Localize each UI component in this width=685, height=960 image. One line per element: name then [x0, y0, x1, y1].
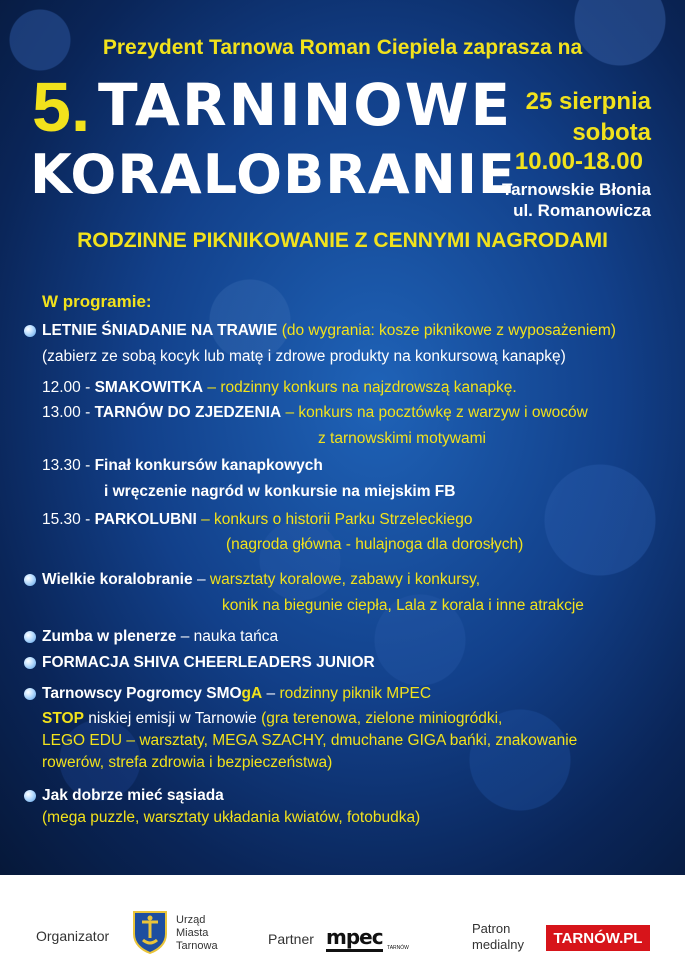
event-title-line2: KORALOBRANIE: [30, 143, 516, 206]
event-address: ul. Romanowicza: [513, 201, 651, 220]
schedule-desc-line2: (nagroda główna - hulajnoga dla dorosłych): [226, 536, 524, 553]
schedule-time: 12.00 -: [42, 379, 91, 396]
schedule-title-line2: i wręczenie nagród w konkursie na miejskim FB: [104, 483, 456, 500]
mpec-logo-text: mpec: [326, 925, 383, 952]
organizer-name: Urząd Miasta Tarnowa: [176, 914, 218, 952]
schedule-row: [42, 456, 323, 476]
bullet-icon: [24, 325, 36, 337]
zumba-title: Zumba w plenerze: [42, 628, 177, 645]
schedule-title: SMAKOWITKA: [94, 379, 204, 396]
schedule-title: Finał konkursów kanapkowych: [94, 457, 323, 474]
zumba-desc: – nauka tańca: [180, 628, 279, 645]
smog-line2: [42, 709, 502, 729]
program-item-neighbor: [42, 786, 224, 806]
program-heading: W programie:: [42, 292, 152, 311]
neighbor-desc: [42, 808, 420, 828]
tarnow-pl-logo: TARNÓW.PL: [546, 925, 650, 951]
schedule-row: [42, 378, 517, 398]
partner-label: Partner: [268, 931, 314, 947]
smog-line2-desc: (gra terenowa, zielone miniogródki,: [261, 710, 503, 727]
tagline: RODZINNE PIKNIKOWANIE Z CENNYMI NAGRODAMI: [77, 229, 608, 252]
event-hours: 10.00-18.00: [514, 148, 643, 175]
dash: –: [266, 685, 276, 702]
breakfast-prize: (do wygrania: kosze piknikowe z wyposażeniem): [281, 322, 616, 339]
smog-desc: rodzinny piknik MPEC: [279, 685, 432, 702]
invitation-text: Prezydent Tarnowa Roman Ciepiela zaprasza na: [102, 36, 583, 59]
smog-stop-rest: niskiej emisji w Tarnowie: [88, 710, 257, 727]
bullet-icon: [24, 657, 36, 669]
event-date: 25 sierpnia: [525, 88, 651, 115]
program-item-zumba: [42, 627, 278, 647]
schedule-desc: – konkurs na pocztówkę z warzyw i owoców: [285, 404, 588, 421]
schedule-time: 13.00 -: [42, 404, 91, 421]
neighbor-title: Jak dobrze mieć sąsiada: [42, 787, 224, 804]
schedule-desc-cont: [226, 535, 523, 555]
shiva-title: FORMACJA SHIVA CHEERLEADERS JUNIOR: [42, 654, 375, 671]
smog-line4: [42, 753, 332, 773]
schedule-desc-cont: [318, 429, 486, 449]
bullet-icon: [24, 631, 36, 643]
schedule-time: 15.30 -: [42, 511, 91, 528]
schedule-title: PARKOLUBNI: [94, 511, 197, 528]
smog-title-accent: gA: [241, 685, 263, 702]
smog-line4-text: rowerów, strefa zdrowia i bezpieczeństwa): [42, 754, 333, 771]
schedule-desc: – konkurs o historii Parku Strzeleckiego: [201, 511, 473, 528]
mpec-logo-small-text: TARNÓW: [387, 945, 409, 951]
schedule-row: [42, 510, 472, 530]
bullet-icon: [24, 574, 36, 586]
schedule-title: TARNÓW DO ZJEDZENIA: [94, 404, 282, 421]
patron-label: Patron medialny: [472, 921, 525, 952]
breakfast-note: (zabierz ze sobą kocyk lub matę i zdrowe produkty na konkursową kanapkę): [42, 348, 566, 365]
program-item-koralobranie: [42, 570, 480, 590]
smog-title: Tarnowscy Pogromcy SMO: [42, 685, 242, 702]
dash: –: [196, 571, 206, 588]
smog-line3-text: LEGO EDU – warsztaty, MEGA SZACHY, dmuchane GIGA bańki, znakowanie: [42, 732, 578, 749]
bullet-icon: [24, 688, 36, 700]
tarnow-crest-icon: [132, 910, 168, 954]
bullet-icon: [24, 790, 36, 802]
mpec-logo: [326, 925, 409, 951]
schedule-time: 13.30 -: [42, 457, 91, 474]
koralobranie-desc-line2: konik na biegunie ciepła, Lala z korala i inne atrakcje: [222, 597, 584, 614]
schedule-desc-line2: z tarnowskimi motywami: [318, 430, 486, 447]
edition-number: 5.: [32, 68, 91, 146]
breakfast-title: LETNIE ŚNIADANIE NA TRAWIE: [42, 322, 278, 339]
program-item-smog: [42, 684, 431, 704]
schedule-title-cont: [104, 482, 455, 502]
program-item-breakfast: [42, 321, 616, 341]
program-item-shiva: [42, 653, 375, 673]
event-place: Tarnowskie Błonia: [502, 180, 651, 199]
schedule-desc: – rodzinny konkurs na najzdrowszą kanapkę.: [207, 379, 517, 396]
neighbor-desc-text: (mega puzzle, warsztaty układania kwiatów, fotobudka): [42, 809, 421, 826]
koralobranie-desc-cont: [222, 596, 584, 616]
koralobranie-title: Wielkie koralobranie: [42, 571, 193, 588]
organizer-label: Organizator: [36, 928, 110, 944]
event-weekday: sobota: [572, 119, 651, 146]
smog-stop: STOP: [42, 710, 84, 727]
koralobranie-desc: warsztaty koralowe, zabawy i konkursy,: [209, 571, 481, 588]
schedule-row: [42, 403, 588, 423]
event-title-line1: TARNINOWE: [98, 71, 513, 139]
smog-line3: [42, 731, 577, 751]
